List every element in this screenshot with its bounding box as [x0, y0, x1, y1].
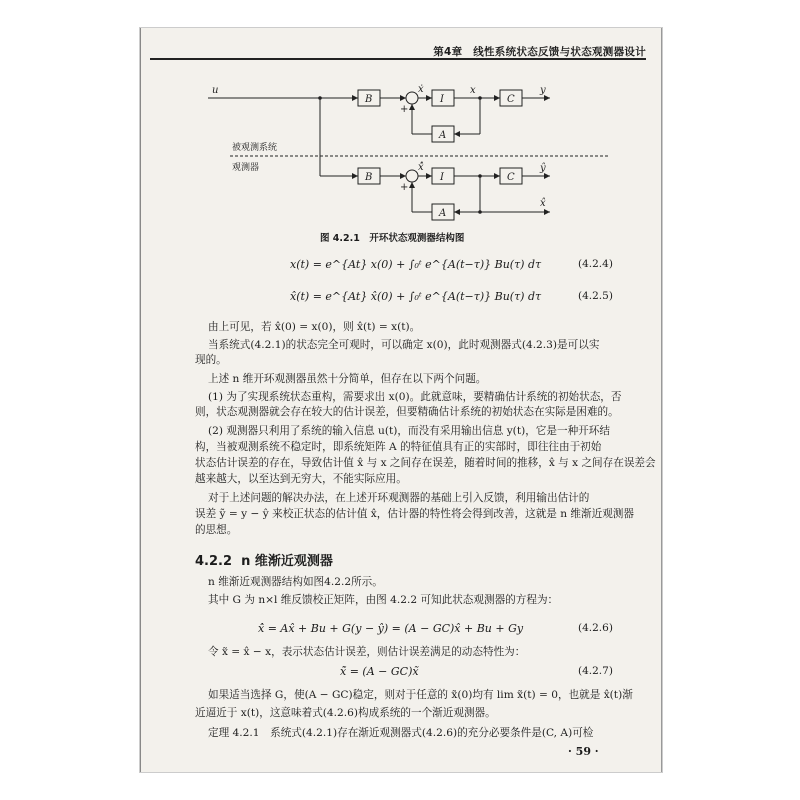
section-title: n 维渐近观测器	[241, 554, 333, 569]
page-number: · 59 ·	[568, 745, 599, 758]
theorem-line: 定理 4.2.1 系统式(4.2.1)存在渐近观测器式(4.2.6)的充分必要条件是(C, A)可检	[208, 727, 594, 739]
block-B-observer: B	[365, 172, 373, 183]
plus-sign: +	[400, 104, 409, 115]
block-I-plant: I	[440, 94, 444, 105]
equation-4-2-4: x(t) = e^{At} x(0) + ∫₀ᵗ e^{A(t−τ)} Bu(τ) dτ	[290, 258, 542, 271]
text-line: 状态估计误差的存在，导致估计值 x̂ 与 x 之间存在误差，随着时间的推移，x̂ 与 x 之间存在误差会	[195, 457, 656, 469]
text-line: 当系统式(4.2.1)的状态完全可观时，可以确定 x(0)，此时观测器式(4.2.3)是可以实	[208, 339, 600, 351]
plus-sign-observer: +	[400, 182, 409, 193]
label-x-hat: x̂	[540, 198, 546, 209]
label-y: y	[540, 85, 546, 96]
text-line: 误差 ỹ = y − ŷ 来校正状态的估计值 x̂，估计器的特性将会得到改善，这就是 n 维渐近观测器	[195, 508, 634, 520]
text-line: (1) 为了实现系统状态重构，需要求出 x(0)。此就意味，要精确估计系统的初始状态，否	[208, 391, 622, 403]
equation-number-4-2-7: (4.2.7)	[578, 665, 613, 677]
equation-number-4-2-6: (4.2.6)	[578, 622, 613, 634]
text-line: 的思想。	[195, 524, 238, 536]
label-x: x	[470, 85, 476, 96]
label-y-hat: ŷ	[540, 163, 546, 174]
equation-4-2-6: x̂̇ = Ax̂ + Bu + G(y − ŷ) = (A − GC)x̂ + Bu + Gy	[258, 622, 524, 635]
text-line: 令 x̃ = x̂ − x，表示状态估计误差，则估计误差满足的动态特性为：	[208, 646, 526, 658]
text-line: 由上可见，若 x̂(0) = x(0)，则 x̂(t) = x(t)。	[208, 321, 421, 333]
header-rule	[150, 58, 646, 60]
section-heading	[195, 550, 333, 569]
text-line: 现的。	[195, 354, 227, 366]
block-C-observer: C	[507, 172, 515, 183]
text-line: 其中 G 为 n×l 维反馈校正矩阵，由图 4.2.2 可知此状态观测器的方程为：	[208, 594, 559, 606]
text-line: 上述 n 维开环观测器虽然十分简单，但存在以下两个问题。	[208, 373, 487, 385]
observer-block-diagram	[200, 78, 620, 226]
label-plant-system: 被观测系统	[232, 143, 278, 153]
text-line: 构，当被观测系统不稳定时，即系统矩阵 A 的特征值具有正的实部时，即往往由于初始	[195, 441, 602, 453]
label-u: u	[212, 85, 219, 96]
running-header: 第4章 线性系统状态反馈与状态观测器设计	[433, 46, 646, 58]
equation-number-4-2-4: (4.2.4)	[578, 258, 613, 270]
section-number: 4.2.2	[195, 554, 233, 569]
text-line: 则，状态观测器就会存在较大的估计误差，但要精确估计系统的初始状态在实际是困难的。	[195, 406, 619, 418]
label-x-dot: ẋ	[418, 84, 424, 95]
text-line: 近逼近于 x(t)，这意味着式(4.2.6)构成系统的一个渐近观测器。	[195, 707, 496, 719]
block-B-plant: B	[365, 94, 373, 105]
block-C-plant: C	[507, 94, 515, 105]
label-x-hat-dot: x̂̇	[418, 162, 424, 173]
figure-caption: 图 4.2.1 开环状态观测器结构图	[320, 233, 465, 244]
equation-4-2-5: x̂(t) = e^{At} x̂(0) + ∫₀ᵗ e^{A(t−τ)} Bu(τ) dτ	[290, 290, 542, 303]
label-observer: 观测器	[232, 163, 260, 173]
text-line: 如果适当选择 G，使(A − GC)稳定，则对于任意的 x̃(0)均有 lim x̃(t) = 0，也就是 x̂(t)渐	[208, 689, 633, 701]
block-I-observer: I	[440, 172, 444, 183]
block-A-plant: A	[439, 130, 447, 141]
text-line: 越来越大，以至达到无穷大，不能实际应用。	[195, 473, 407, 485]
block-A-observer: A	[439, 208, 447, 219]
equation-4-2-7: x̃̇ = (A − GC)x̃	[340, 665, 419, 678]
equation-number-4-2-5: (4.2.5)	[578, 290, 613, 302]
text-line: (2) 观测器只利用了系统的输入信息 u(t)，而没有采用输出信息 y(t)，它是一种开环结	[208, 425, 610, 437]
text-line: 对于上述问题的解决办法，在上述开环观测器的基础上引入反馈，利用输出估计的	[208, 492, 590, 504]
text-line: n 维渐近观测器结构如图4.2.2所示。	[208, 576, 383, 588]
